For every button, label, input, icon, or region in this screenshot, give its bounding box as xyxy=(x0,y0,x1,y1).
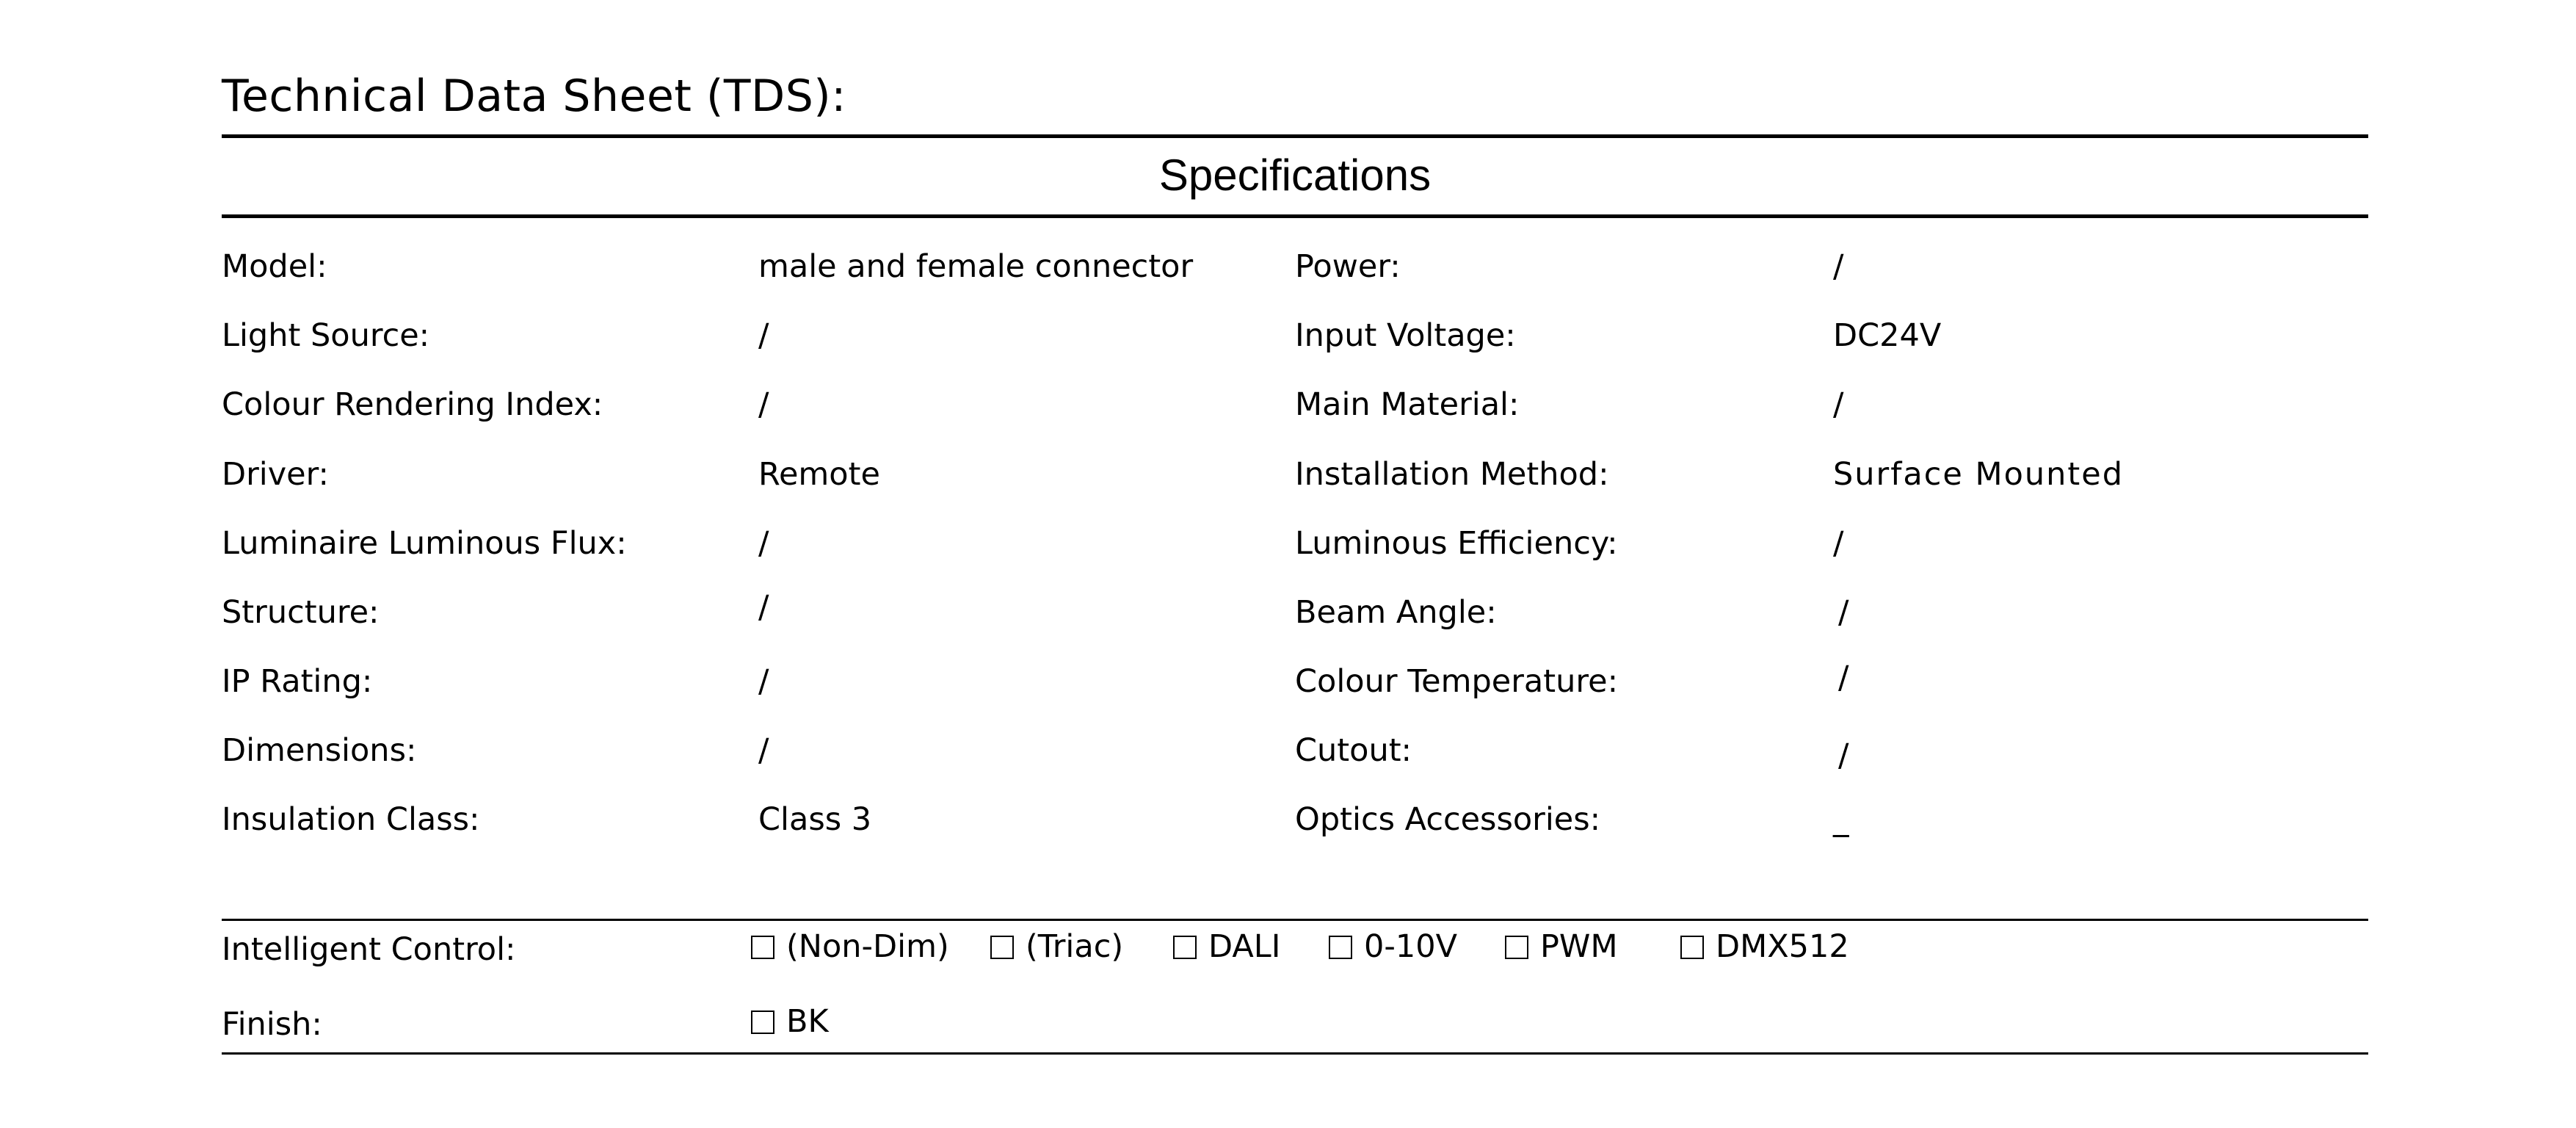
intelligent-control-label: Intelligent Control: xyxy=(222,931,516,968)
spec-value-light-source: / xyxy=(758,317,769,354)
spec-value-luminous-efficiency: / xyxy=(1833,525,1844,562)
section-title: Specifications xyxy=(1158,151,1432,200)
spec-label-beam-angle: Beam Angle: xyxy=(1295,594,1497,631)
spec-value-ip-rating: / xyxy=(758,663,769,700)
control-option-triac[interactable] xyxy=(990,928,1124,965)
spec-value-optics-accessories: _ xyxy=(1833,801,1849,838)
spec-label-power: Power: xyxy=(1295,248,1401,285)
spec-label-input-voltage: Input Voltage: xyxy=(1295,317,1516,354)
pwm-checkbox[interactable] xyxy=(1505,936,1528,959)
control-option-dali[interactable] xyxy=(1173,928,1281,965)
spec-value-colour-temperature: / xyxy=(1838,659,1849,696)
spec-value-main-material: / xyxy=(1833,386,1844,423)
triac-label: (Triac) xyxy=(1026,928,1124,965)
spec-label-colour-temperature: Colour Temperature: xyxy=(1295,663,1619,700)
bk-label: BK xyxy=(786,1003,829,1040)
triac-checkbox[interactable] xyxy=(990,936,1014,959)
dali-checkbox[interactable] xyxy=(1173,936,1197,959)
spec-label-luminous-efficiency: Luminous Efficiency: xyxy=(1295,525,1618,562)
spec-value-driver: Remote xyxy=(758,456,880,493)
finish-option-bk[interactable] xyxy=(751,1003,829,1040)
spec-value-cutout: / xyxy=(1838,737,1849,774)
dmx512-label: DMX512 xyxy=(1716,928,1849,965)
spec-label-structure: Structure: xyxy=(222,594,380,631)
spec-label-light-source: Light Source: xyxy=(222,317,430,354)
spec-label-driver: Driver: xyxy=(222,456,330,493)
0-10v-checkbox[interactable] xyxy=(1329,936,1352,959)
spec-label-cri: Colour Rendering Index: xyxy=(222,386,603,423)
bk-checkbox[interactable] xyxy=(751,1010,774,1034)
non-dim-checkbox[interactable] xyxy=(751,936,774,959)
finish-label: Finish: xyxy=(222,1006,322,1043)
controls-top-divider xyxy=(222,919,2368,921)
spec-value-structure: / xyxy=(758,589,769,626)
spec-label-model: Model: xyxy=(222,248,327,285)
0-10v-label: 0-10V xyxy=(1364,928,1458,965)
control-option-non-dim[interactable] xyxy=(751,928,949,965)
spec-label-ip-rating: IP Rating: xyxy=(222,663,373,700)
document-title: Technical Data Sheet (TDS): xyxy=(222,70,846,122)
section-divider xyxy=(222,214,2368,218)
spec-value-model: male and female connector xyxy=(758,248,1194,285)
spec-label-dimensions: Dimensions: xyxy=(222,732,417,769)
spec-value-installation-method: Surface Mounted xyxy=(1833,456,2125,493)
control-option-dmx512[interactable] xyxy=(1680,928,1849,965)
spec-value-power: / xyxy=(1833,248,1844,285)
spec-label-optics-accessories: Optics Accessories: xyxy=(1295,801,1601,838)
spec-label-main-material: Main Material: xyxy=(1295,386,1520,423)
spec-value-dimensions: / xyxy=(758,732,769,769)
dmx512-checkbox[interactable] xyxy=(1680,936,1704,959)
controls-bottom-divider xyxy=(222,1052,2368,1055)
dali-label: DALI xyxy=(1208,928,1281,965)
spec-value-beam-angle: / xyxy=(1838,594,1849,631)
spec-label-luminous-flux: Luminaire Luminous Flux: xyxy=(222,525,627,562)
non-dim-label: (Non-Dim) xyxy=(786,928,949,965)
spec-label-installation-method: Installation Method: xyxy=(1295,456,1609,493)
pwm-label: PWM xyxy=(1540,928,1618,965)
title-divider xyxy=(222,134,2368,138)
control-option-pwm[interactable] xyxy=(1505,928,1618,965)
control-option-0-10v[interactable] xyxy=(1329,928,1458,965)
spec-label-cutout: Cutout: xyxy=(1295,732,1412,769)
spec-value-input-voltage: DC24V xyxy=(1833,317,1942,354)
spec-value-luminous-flux: / xyxy=(758,525,769,562)
spec-value-insulation-class: Class 3 xyxy=(758,801,872,838)
spec-label-insulation-class: Insulation Class: xyxy=(222,801,480,838)
spec-value-cri: / xyxy=(758,386,769,423)
